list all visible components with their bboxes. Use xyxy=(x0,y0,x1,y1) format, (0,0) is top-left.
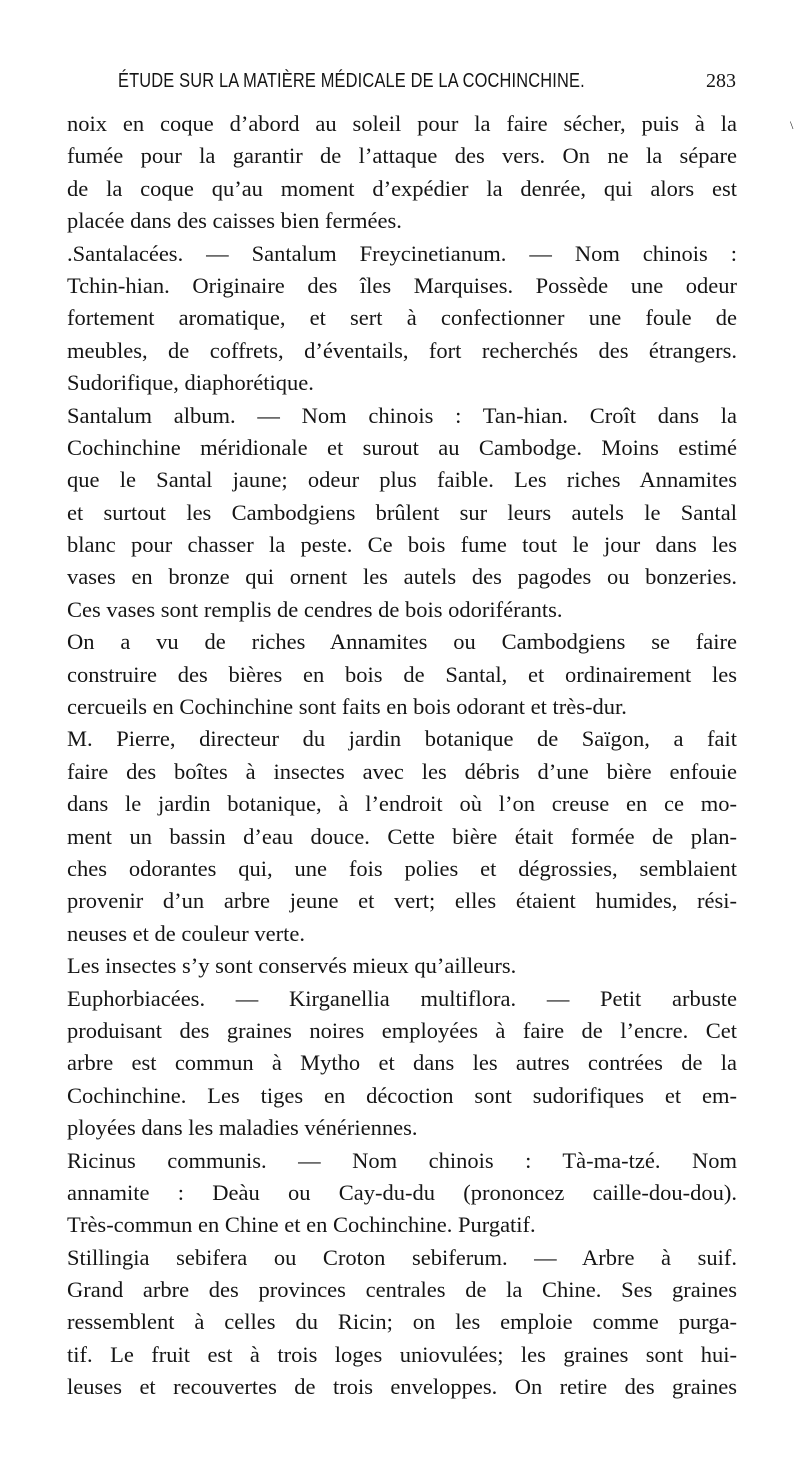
text-line: ment un bassin d’eau douce. Cette bière était formée de plan- xyxy=(67,823,737,849)
text-line: Les insectes s’y sont conservés mieux qu’ailleurs. xyxy=(67,953,517,979)
text-line: Grand arbre des provinces centrales de la Chine. Ses graines xyxy=(67,1277,737,1303)
margin-mark: \ xyxy=(790,118,794,132)
text-line: Ricinus communis. — Nom chinois : Tà-ma-tzé. Nom xyxy=(67,1147,737,1173)
text-line: et surtout les Cambodgiens brûlent sur leurs autels le Santal xyxy=(67,499,737,525)
text-line: dans le jardin botanique, à l’endroit où l’on creuse en ce mo- xyxy=(67,791,737,817)
text-line: On a vu de riches Annamites ou Cambodgiens se faire xyxy=(67,629,737,655)
text-line: faire des boîtes à insectes avec les débris d’une bière enfouie xyxy=(67,758,737,784)
text-line: Stillingia sebifera ou Croton sebiferum. — Arbre à suif. xyxy=(67,1244,737,1270)
text-line: ployées dans les maladies vénériennes. xyxy=(67,1115,418,1141)
text-line: Très-commun en Chine et en Cochinchine. Purgatif. xyxy=(67,1212,536,1238)
running-title: ÉTUDE SUR LA MATIÈRE MÉDICALE DE LA COCHINCHINE. xyxy=(118,70,585,92)
page-number: 283 xyxy=(706,70,736,92)
text-line: Sudorifique, diaphorétique. xyxy=(67,370,314,396)
body-text xyxy=(67,108,737,1404)
text-line: annamite : Deàu ou Cay-du-du (prononcez caille-dou-dou). xyxy=(67,1179,737,1205)
text-line: Cochinchine. Les tiges en décoction sont sudorifiques et em- xyxy=(67,1082,737,1108)
text-line: blanc pour chasser la peste. Ce bois fume tout le jour dans les xyxy=(67,532,737,558)
text-line: neuses et de couleur verte. xyxy=(67,920,306,946)
text-line: noix en coque d’abord au soleil pour la faire sécher, puis à la xyxy=(67,111,737,136)
text-line: ches odorantes qui, une fois polies et dégrossies, semblaient xyxy=(67,855,737,881)
text-line: cercueils en Cochinchine sont faits en bois odorant et très-dur. xyxy=(67,694,627,720)
text-line: M. Pierre, directeur du jardin botanique de Saïgon, a fait xyxy=(67,726,737,752)
text-line: vases en bronze qui ornent les autels des pagodes ou bonzeries. xyxy=(67,564,737,590)
text-line: que le Santal jaune; odeur plus faible. Les riches Annamites xyxy=(67,467,737,493)
text-line: fortement aromatique, et sert à confectionner une foule de xyxy=(67,305,737,331)
text-line: Santalum album. — Nom chinois : Tan-hian. Croît dans la xyxy=(67,402,737,428)
text-line: placée dans des caisses bien fermées. xyxy=(67,208,402,234)
running-head xyxy=(68,70,736,98)
text-line: Tchin-hian. Originaire des îles Marquises. Possède une odeur xyxy=(67,272,737,298)
text-line: Ces vases sont remplis de cendres de bois odoriférants. xyxy=(67,596,563,622)
text-line: provenir d’un arbre jeune et vert; elles étaient humides, rési- xyxy=(67,888,737,914)
text-line: de la coque qu’au moment d’expédier la denrée, qui alors est xyxy=(67,175,737,201)
text-line: .Santalacées. — Santalum Freycinetianum. — Nom chinois : xyxy=(67,240,737,266)
text-line: meubles, de coffrets, d’éventails, fort recherchés des étrangers. xyxy=(67,337,737,363)
text-line: tif. Le fruit est à trois loges uniovulées; les graines sont hui- xyxy=(67,1341,737,1367)
text-line: leuses et recouvertes de trois enveloppes. On retire des graines xyxy=(67,1374,737,1400)
text-line: Cochinchine méridionale et surout au Cambodge. Moins estimé xyxy=(67,434,737,460)
text-line: fumée pour la garantir de l’attaque des vers. On ne la sépare xyxy=(67,143,737,169)
text-line: construire des bières en bois de Santal, et ordinairement les xyxy=(67,661,737,687)
text-line: arbre est commun à Mytho et dans les autres contrées de la xyxy=(67,1050,737,1076)
text-line: ressemblent à celles du Ricin; on les emploie comme purga- xyxy=(67,1309,737,1335)
text-line: Euphorbiacées. — Kirganellia multiflora. — Petit arbuste xyxy=(67,985,737,1011)
text-line: produisant des graines noires employées à faire de l’encre. Cet xyxy=(67,1017,737,1043)
